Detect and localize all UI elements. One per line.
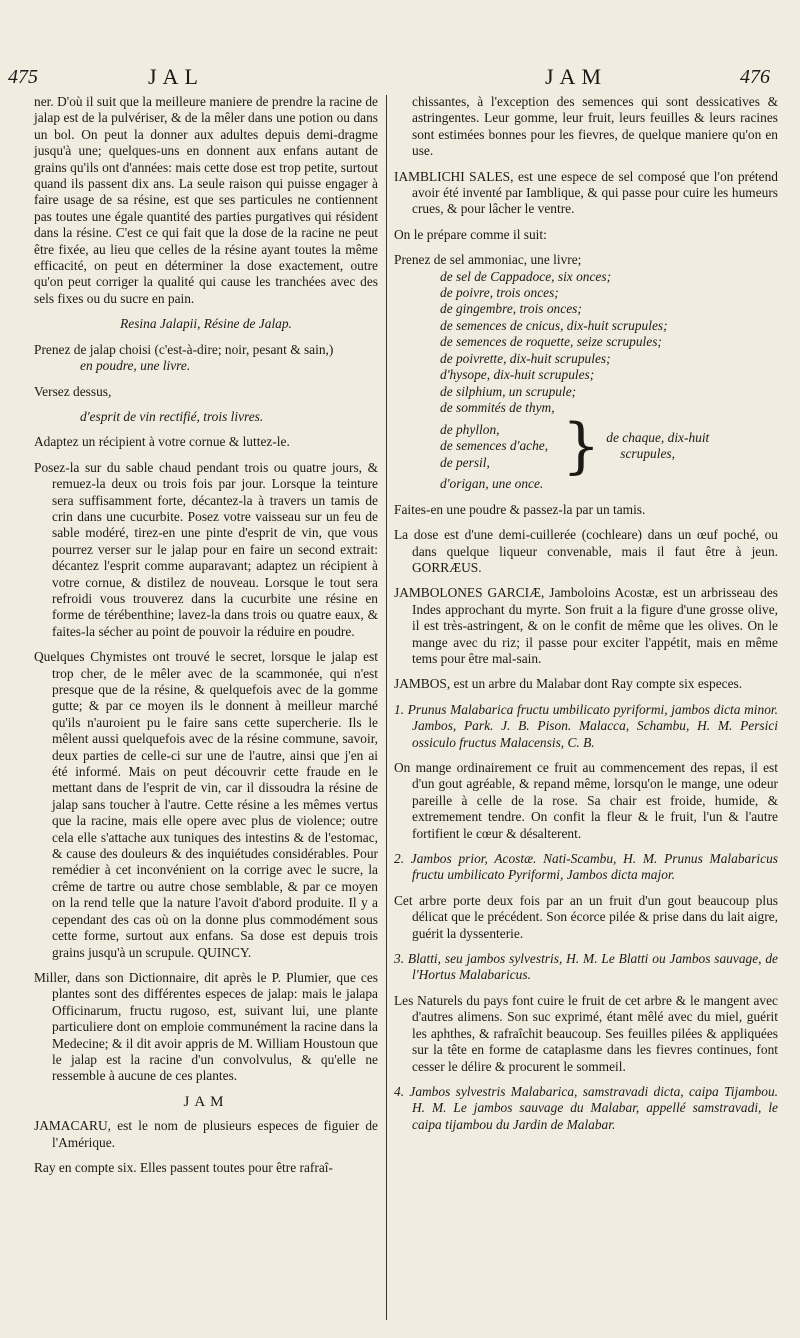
prepare-line: On le prépare comme il suit: [394,226,547,242]
recipe-item: de semences de cnicus, dix-huit scrupules; [440,317,668,333]
right-page-number: 476 [740,66,770,88]
brace-items [394,422,548,471]
paragraph-miller: Miller, dans son Dictionnaire, dit après le P. Plumier, que ces plantes sont des différentes especes de jalap: mais le jalapa Officinarum, fructu rugoso, est, suivant lui, une plante particuliere dont on emploie communément la racine dans la Medecine; & il dit avoir appris de M. William Houstoun que le jalap est la racine d'un convolvulus, & qu'elle ne ressemble à aucune de ces plantes. [34,969,378,1084]
recipe-item: de persil, [440,454,490,470]
recipe-item: d'origan, une once. [440,476,544,492]
faites-line: Faites-en une poudre & passez-la par un tamis. [394,501,646,517]
running-header [0,66,800,94]
entry-jambos: JAMBOS, est un arbre du Malabar dont Ray compte six especes. [394,676,743,692]
adaptez-line: Adaptez un récipient à votre cornue & luttez-le. [34,434,290,450]
recipe-item: de semences d'ache, [440,438,549,454]
left-running-title: JAL [148,64,204,89]
brace-quantity-line: de chaque, dix-huit [606,429,710,445]
recipe-iamblichi [394,252,778,492]
recipe-item: de gingembre, trois onces; [440,301,582,317]
brace-group [394,411,778,482]
right-running-title: JAM [545,64,608,89]
paragraph-naturels: Les Naturels du pays font cuire le fruit de cet arbre & le mangent avec d'autres alimens. Son suc exprimé, étant mêlé avec du miel, guérit les aphthes, & rafraîchit beaucoup. Ses feuilles pilées & appliquées sur la tête en forme de cataplasme dans les fievres continues, font cesser le délire & procurent le sommeil. [394,992,778,1074]
brace-quantity-line: scrupules, [620,446,675,462]
entry-jambolones: JAMBOLONES GARCIÆ, Jamboloins Acostæ, est un arbrisseau des Indes approchant du myrte. Son fruit a la figure d'une grosse olive, il est très-astringent, & on le confit de même que les olives. On le mange avec du riz; il passe pour exciter l'appétit, mais en même tems pour être mal-sain. [394,585,778,666]
recipe-resina [34,342,378,375]
paragraph-on-mange: On mange ordinairement ce fruit au commencement des repas, il est d'un gout agréable, & repand même, lorsqu'on le mange, une odeur pareille à celle de la rose. Sa chair est froide, humide, & extremement tendre. On confit la fleur & le fruit, l'un & l'autre fortifient le cœur & désalterent. [394,760,778,841]
jambos-species-4: 4. Jambos sylvestris Malabarica, samstravadi dicta, caipa Tijambou. H. M. Le jambos sauvage du Malabar, appellé samstravadi, le caipa tijambou du Jardin de Malabar. [394,1083,778,1132]
recipe-item: de poivre, trois onces; [440,285,559,301]
left-page-number: 475 [8,66,38,88]
paragraph-continuation: chissantes, à l'exception des semences qui sont dessicatives & astringentes. Leur gomme, leur fruit, leurs feuilles & leurs racines sont estimées bonnes pour les fievres, de quelque maniere qu'on en use. [412,94,778,159]
jambos-species-2: 2. Jambos prior, Acostæ. Nati-Scambu, H. M. Prunus Malabaricus fructu umbilicato Pyriformi, Jambos dicta major. [394,851,778,883]
recipe-item: de phyllon, [440,421,500,437]
resina-heading: Resina Jalapii, Résine de Jalap. [120,316,292,332]
versez-line: Versez dessus, [34,383,112,399]
section-heading-jam: JAM [183,1093,229,1110]
jambos-species-1: 1. Prunus Malabarica fructu umbilicato pyriformi, jambos dicta minor. Jambos, Park. J. B. Pison. Malacca, Schambu, H. M. Persici ossiculo fructus Malacensis, C. B. [394,701,778,750]
recipe-item: de silphium, un scrupule; [440,383,577,399]
recipe-item: de sel de Cappadoce, six onces; [440,268,612,284]
paragraph-quelques-chymistes: Quelques Chymistes ont trouvé le secret, lorsque le jalap est trop cher, de le mêler avec de la scammonée, qui n'est presque que de la résine, & quelquefois avec de la gomme gutte; & par ce moyen ils le donnent à meilleur marché qu'ils n'auroient pu le faire sans cette supercherie. Ils le mêlent aussi quelquefois avec de la résine commune, savoir, deux parties de celle-ci sur une de l'autre, ainsi que j'en ai été informé. Mais on peut découvrir cette fraude en le mettant dans de l'esprit de vin, car il dissoudra la résine de jalap sans toucher à l'autre. Cette résine a les mêmes vertus que la racine, mais elle opere avec plus de violence; outre cela elle s'attache aux tuniques des intestins & de l'estomac, & cause des douleurs & des inquiétudes considérables. Pour remédier à cet inconvénient on la corrige avec le sucre, la crême de tartre ou autre chose semblable, & par ce moyen on la rend telle que la nature l'avoit d'abord produite. Il y a cependant des cas où on la donne plus commodément sous cette forme, surtout aux enfans. Sa dose est depuis trois grains jusqu'à un scrupule. QUINCY. [34,649,378,960]
entry-jamacaru: JAMACARU, est le nom de plusieurs especes de figuier de l'Amérique. [34,1118,378,1150]
recipe-item: d'hysope, dix-huit scrupules; [440,367,595,383]
recipe-line-prenez: Prenez de jalap choisi (c'est-à-dire; noir, pesant & sain,) [34,341,334,357]
esprit-line: d'esprit de vin rectifié, trois livres. [80,408,264,424]
recipe-item: de poivrette, dix-huit scrupules; [440,350,611,366]
paragraph-cet-arbre: Cet arbre porte deux fois par an un fruit d'un gout beaucoup plus délicat que le précédent. Son écorce pilée & prise dans du lait aigre, guérit la dyssenterie. [394,892,778,941]
recipe-head-line: Prenez de sel ammoniac, une livre; [394,252,582,268]
right-column [394,94,778,1133]
recipe-item: de semences de roquette, seize scrupules; [440,334,662,350]
brace-quantity [606,430,709,463]
paragraph-ray: Ray en compte six. Elles passent toutes pour être rafraî- [34,1159,333,1175]
recipe-item: de sommités de thym, [440,399,555,415]
column-divider [386,95,387,1320]
jambos-species-3: 3. Blatti, seu jambos sylvestris, H. M. Le Blatti ou Jambos sauvage, de l'Hortus Malabaricus. [394,951,778,983]
paragraph-jalap-dose: ner. D'où il suit que la meilleure maniere de prendre la racine de jalap est de la pulvériser, & de la mêler dans une potion ou dans un bol. On peut la donner aux adultes depuis demi-dragme jusqu'à une; quelques-uns en donnent aux enfans autant de grains qu'ils ont d'années: mais cette dose est trop petite, surtout quand ils passent dix ans. La seule raison qui puisse engager à faire usage de sa résine, est que ses particules ne contiennent pas toutes une égale quantité des parties purgatives qui résident dans la résine. C'est ce qui fait que la dose de la racine ne peut être fixée, au lieu que celles de la résine ayant toutes la même efficacité, on peut en déterminer la dose exactement, outre qu'on peut corriger la qualité qui cause les tranchées avec des sels fixes ou du sucre en pain. [34,94,378,306]
left-column [34,94,378,1176]
curly-brace-glyph: } [562,411,601,482]
paragraph-dose: La dose est d'une demi-cuillerée (cochleare) dans un œuf poché, ou dans quelque liqueur convenable, mais il faut être à jeun. GORRÆUS. [394,527,778,575]
entry-iamblichi-sales: IAMBLICHI SALES, est une espece de sel composé que l'on prétend avoir été inventé par Iamblique, & qui passe pour cuire les humeurs crues, & pour lâcher le ventre. [394,168,778,217]
paragraph-posez: Posez-la sur du sable chaud pendant trois ou quatre jours, & remuez-la deux ou trois fois par jour. Lorsque la teinture sera suffisamment forte, décantez-la à travers un tamis de crin dans une cucurbite. Posez votre vaisseau sur un feu de sable modéré, tirez-en une pinte d'esprit de vin, que vous pourrez verser sur le jalap pour en faire un second extrait: décantez l'esprit comme auparavant; adaptez un récipient à votre cornue, & distilez de nouveau. Lorsque le tout sera refroidi vous trouverez dans la cucurbite une résine en forme de térébenthine; lavez-la dans trois ou quatre eaux, & faites-la sécher au point de pouvoir la réduire en poudre. [34,459,378,639]
recipe-line-poudre: en poudre, une livre. [80,358,191,374]
